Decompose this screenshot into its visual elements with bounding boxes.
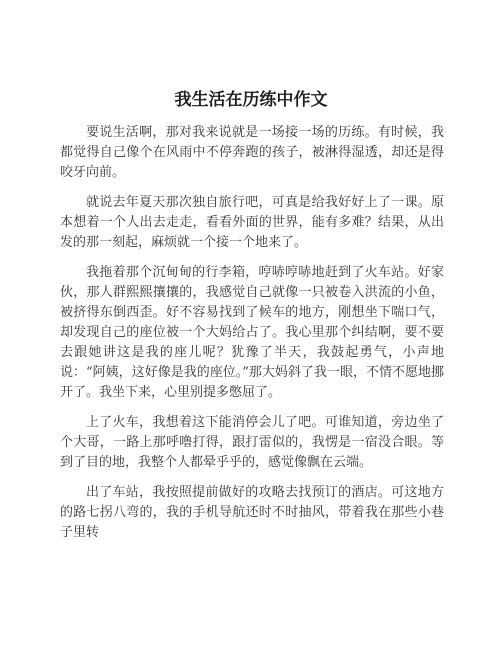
paragraph: 出了车站，我按照提前做好的攻略去找预订的酒店。可这地方的路七拐八弯的，我的手机导航还时不时抽风，带着我在那些小巷子里转 [60,485,444,540]
paragraph: 我拖着那个沉甸甸的行李箱，哼哧哼哧地赶到了火车站。好家伙，那人群熙熙攘攘的，我感觉自己就像一只被卷入洪流的小鱼，被挤得东倒西歪。好不容易找到了候车的地方，刚想坐下喘口气，却发现自己的座位被一个大妈给占了。我心里那个纠结啊，要不要去跟她讲这是我的座儿呢？犹豫了半天，我鼓起勇气，小声地说：“阿姨，这好像是我的座位。”那大妈斜了我一眼，不情不愿地挪开了。我坐下来，心里别提多憋屈了。 [60,265,444,400]
paragraph: 要说生活啊，那对我来说就是一场接一场的历练。有时候，我都觉得自己像个在风雨中不停奔跑的孩子，被淋得湿透，却还是得咬牙向前。 [60,125,444,180]
document-body [60,123,444,553]
paragraph: 上了火车，我想着这下能消停会儿了吧。可谁知道，旁边坐了个大哥，一路上那呼噜打得，跟打雷似的，我愣是一宿没合眼。等到了目的地，我整个人都晕乎乎的，感觉像飘在云端。 [60,415,444,470]
document-title: 我生活在历练中作文 [174,90,328,110]
paragraph: 就说去年夏天那次独自旅行吧，可真是给我好好上了一课。原本想着一个人出去走走，看看外面的世界，能有多难？结果，从出发的那一刻起，麻烦就一个接一个地来了。 [60,195,444,250]
